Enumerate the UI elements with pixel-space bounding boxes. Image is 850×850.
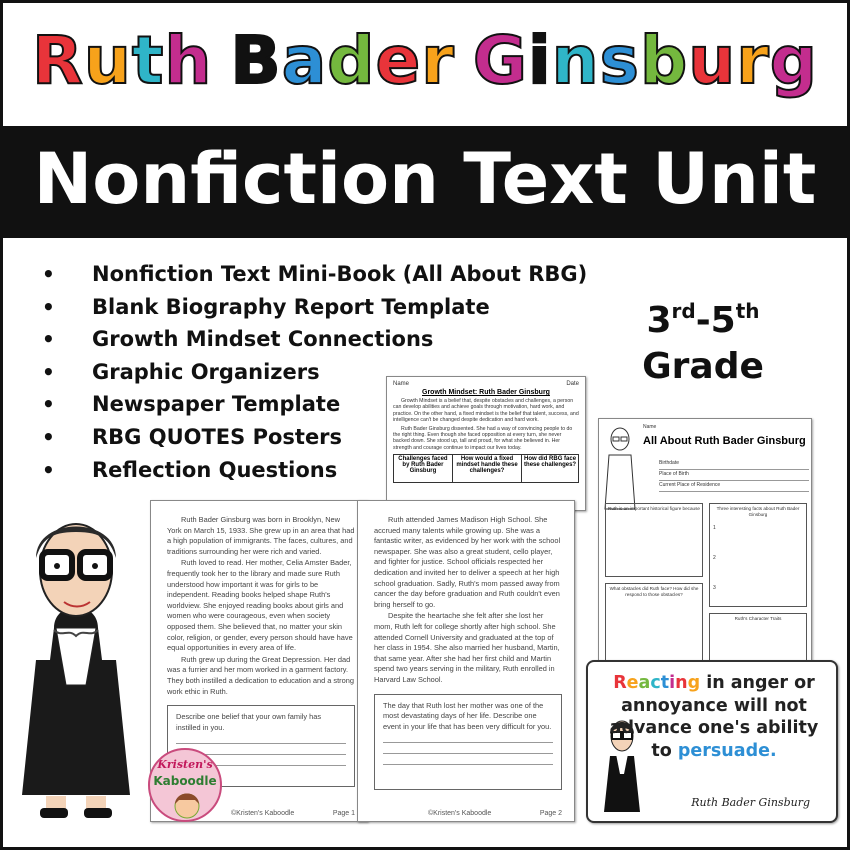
quote-letter: c — [650, 673, 661, 693]
title-letter — [212, 22, 230, 99]
title-letter: a — [281, 22, 328, 99]
logo-girl-icon — [170, 790, 204, 822]
title-letter: B — [230, 22, 282, 99]
growth-mindset-worksheet: Name Date Growth Mindset: Ruth Bader Ginsburg Growth Mindset is a belief that, despite obstacles and challenges, a person can develop abilities and achieve goals through motivation, hard work, and practice. On the other hand, a fixed mindset is the belief that talent, success, and intelligence can't be changed despite dedication and hard work. Ruth Bader Ginsburg dissented. She had a way of convincing people to do the right thing. Even though she faced opposition at every turn, she never backed down. She stood up, tall and proud, for what she believed in. Her strength and courage continue to impact our lives today. Challenges faced by Ruth Bader Ginsburg How would a fixed mindset handle these challenges? How did RBG face these challenges? — [386, 376, 586, 511]
quote-letter: n — [675, 673, 688, 693]
title-letter: G — [472, 22, 529, 99]
title-letter: t — [131, 22, 165, 99]
rbg-cartoon-icon — [6, 510, 146, 820]
list-item: • Nonfiction Text Mini-Book (All About RBG) — [42, 262, 588, 286]
grade-label: 3rd-5th Grade — [642, 299, 764, 387]
list-item: • Newspaper Template — [42, 392, 341, 417]
reflection-question-box: The day that Ruth lost her mother was one of the most devastating days of her life. Describe one event in your life that has been very difficult for you. — [374, 694, 562, 790]
reflection-question-box: Describe one belief that your own family has instilled in you. — [167, 705, 355, 787]
signature: Ruth Bader Ginsburg — [691, 796, 810, 809]
challenges-table: Challenges faced by Ruth Bader Ginsburg How would a fixed mindset handle these challenges? How did RBG face these challenges? — [393, 454, 579, 483]
quote-letter: e — [626, 673, 639, 693]
title-letter: r — [736, 22, 770, 99]
title-letter: s — [599, 22, 640, 99]
quote-emphasis-persuade: persuade. — [677, 740, 777, 761]
subtitle: Nonfiction Text Unit — [33, 138, 817, 220]
quote-letter: i — [669, 673, 676, 693]
rbg-quote-poster — [586, 660, 838, 823]
mini-book-page-2: Ruth attended James Madison High School. She accrued many talents while growing up. She was a fantastic writer, as evidenced by her work with the school newspaper. She was also a great student, cello player, and fighter for justice. School officials respected her dedication and invited her to deliver a speech at her high school graduation. Sadly, Ruth's mom passed away from cancer the day before graduation and Ruth couldn't even bring herself to go. Despite the heartache she felt after she lost her mom, Ruth left for college shortly after high school. She attended Cornell University and graduated at the top of her class in 1954. She also married her husband, Martin, that same year. After she had her first child and Martin spend two years serving in the military, Ruth enrolled in Harvard Law School. The day that Ruth lost her mother was one of the most devastating days of her life. Describe one event in your life that has been very difficult for you. ©Kristen's Kaboodle Page 2 — [357, 500, 575, 822]
title-letter: b — [639, 22, 689, 99]
quote-letter: t — [660, 673, 670, 693]
title-letter: n — [551, 22, 600, 99]
obstacles-box: What obstacles did Ruth face? How did she respond to those obstacles? — [605, 583, 703, 671]
mini-book-page-1: Ruth Bader Ginsburg was born in Brooklyn, New York on March 15, 1933. She grew up in an area that had a high population of immigrants. The faces, cultures, and traditions surrounding her were rich and varied. Ruth loved to read. Her mother, Celia Amster Bader, frequently took her to the library and made sure Ruth understood how important it was for girls to be independent. Reading books helped shape Ruth's worldview. She enjoyed reading books about girls and women who were courageous, even when society opposed them. She believed that, no matter your skin color, religion, or gender, every person should have have equal opportunities in every area of life. Ruth grew up during the Great Depression. Her dad was a furrier and her mom worked in a garment factory. They both instilled a dedication to education and a strong work ethic in Ruth. Describe one belief that your own family has instilled in you. ©Kristen's Kaboodle Page 1 — [150, 500, 368, 822]
list-item: • Blank Biography Report Template — [42, 294, 490, 319]
list-item: • Reflection Questions — [42, 457, 338, 482]
title-letter: R — [32, 22, 84, 99]
quote-text: Reacting in anger or annoyance will not advance one's ability to persuade. — [609, 673, 819, 761]
quote-letter: a — [638, 673, 651, 693]
list-item: • Graphic Organizers — [42, 359, 320, 384]
title-letter: h — [164, 22, 213, 99]
title-letter: u — [688, 22, 737, 99]
kristens-kaboodle-logo: Kristen's Kaboodle — [148, 748, 222, 822]
title-letter: u — [83, 22, 132, 99]
title-letter: r — [421, 22, 455, 99]
quote-letter: g — [687, 673, 701, 693]
quote-letter: R — [613, 673, 627, 693]
quote-emphasis-reacting — [613, 673, 700, 693]
title-letter: d — [327, 22, 376, 99]
rbg-sketch-icon — [603, 425, 637, 513]
title-letter: i — [528, 22, 552, 99]
interesting-facts-box: Three interesting facts about Ruth Bader Ginsburg 1 2 3 — [709, 503, 807, 607]
important-figure-box: Ruth is an important historical figure because — [605, 503, 703, 577]
list-item: • RBG QUOTES Posters — [42, 424, 343, 449]
title-letter: g — [769, 22, 818, 99]
title-letter: e — [375, 22, 422, 99]
list-item: • Growth Mindset Connections — [42, 327, 434, 352]
page-title — [0, 22, 850, 99]
title-letter — [455, 22, 473, 99]
all-about-worksheet: Name All About Ruth Bader Ginsburg Birthdate Place of Birth Current Place of Residence Ruth is an important historical figure because Three interesting facts about Ruth Bader Ginsburg 1 2 3 What obstacles did Ruth face? How did she respond to those obstacles? Ruth's Character Traits — [598, 418, 812, 676]
character-traits-box: Ruth's Character Traits — [709, 613, 807, 671]
